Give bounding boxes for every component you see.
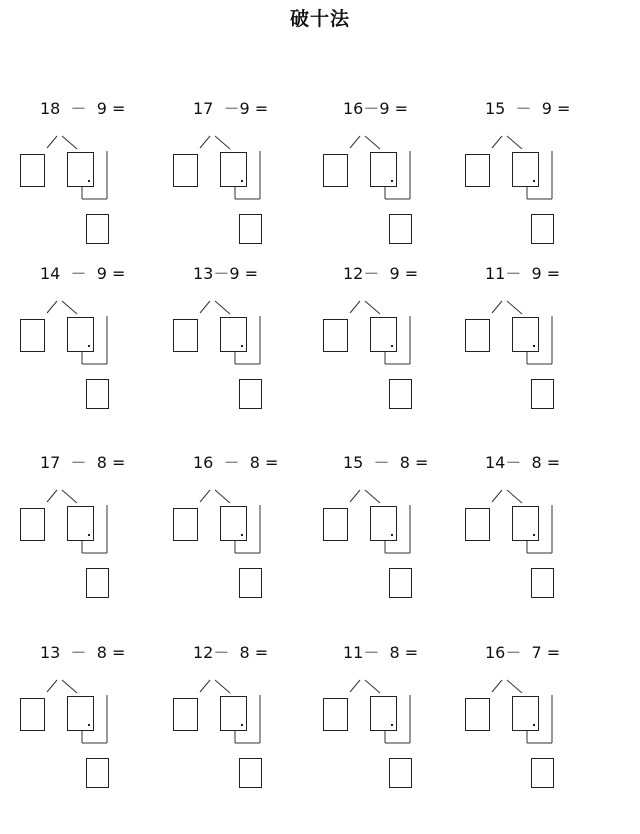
answer-box-left[interactable] — [173, 698, 198, 731]
subtraction-problem — [465, 264, 615, 424]
answer-box-left[interactable] — [20, 508, 45, 541]
subtraction-problem — [465, 99, 615, 259]
answer-box-left[interactable] — [323, 319, 348, 352]
subtraction-problem — [323, 453, 473, 613]
answer-box-result[interactable] — [389, 379, 412, 409]
dot-mark — [533, 534, 535, 536]
answer-box-right[interactable] — [512, 152, 539, 187]
dot-mark — [241, 180, 243, 182]
dot-mark — [88, 724, 90, 726]
answer-box-result[interactable] — [389, 568, 412, 598]
answer-box-result[interactable] — [86, 379, 109, 409]
dot-mark — [533, 724, 535, 726]
equation: 14－ 8 = — [485, 453, 561, 472]
equation: 13 － 8 = — [40, 643, 126, 662]
subtraction-problem — [465, 643, 615, 803]
dot-mark — [241, 345, 243, 347]
dot-mark — [391, 724, 393, 726]
answer-box-left[interactable] — [323, 508, 348, 541]
equation: 16－9 = — [343, 99, 409, 118]
answer-box-result[interactable] — [86, 568, 109, 598]
subtraction-problem — [323, 264, 473, 424]
answer-box-left[interactable] — [323, 698, 348, 731]
subtraction-problem — [173, 99, 323, 259]
answer-box-right[interactable] — [67, 152, 94, 187]
answer-box-left[interactable] — [323, 154, 348, 187]
equation: 12－ 9 = — [343, 264, 419, 283]
answer-box-left[interactable] — [173, 319, 198, 352]
answer-box-result[interactable] — [239, 758, 262, 788]
answer-box-result[interactable] — [389, 758, 412, 788]
subtraction-problem — [20, 643, 170, 803]
dot-mark — [391, 345, 393, 347]
answer-box-result[interactable] — [389, 214, 412, 244]
answer-box-right[interactable] — [512, 506, 539, 541]
answer-box-result[interactable] — [239, 568, 262, 598]
equation: 13－9 = — [193, 264, 259, 283]
answer-box-right[interactable] — [220, 317, 247, 352]
answer-box-right[interactable] — [370, 506, 397, 541]
answer-box-result[interactable] — [531, 214, 554, 244]
answer-box-right[interactable] — [67, 317, 94, 352]
equation: 11－ 8 = — [343, 643, 419, 662]
answer-box-left[interactable] — [20, 319, 45, 352]
dot-mark — [241, 724, 243, 726]
equation: 15 － 8 = — [343, 453, 429, 472]
subtraction-problem — [173, 264, 323, 424]
answer-box-right[interactable] — [67, 696, 94, 731]
equation: 16 － 8 = — [193, 453, 279, 472]
dot-mark — [88, 534, 90, 536]
answer-box-right[interactable] — [67, 506, 94, 541]
answer-box-left[interactable] — [173, 154, 198, 187]
answer-box-result[interactable] — [531, 568, 554, 598]
subtraction-problem — [173, 643, 323, 803]
dot-mark — [391, 180, 393, 182]
answer-box-left[interactable] — [465, 319, 490, 352]
equation: 18 － 9 = — [40, 99, 126, 118]
answer-box-left[interactable] — [20, 154, 45, 187]
subtraction-problem — [20, 264, 170, 424]
subtraction-problem — [465, 453, 615, 613]
answer-box-right[interactable] — [220, 696, 247, 731]
dot-mark — [391, 534, 393, 536]
subtraction-problem — [173, 453, 323, 613]
answer-box-left[interactable] — [465, 154, 490, 187]
equation: 17 － 8 = — [40, 453, 126, 472]
answer-box-result[interactable] — [239, 214, 262, 244]
equation: 17 －9 = — [193, 99, 269, 118]
equation: 15 － 9 = — [485, 99, 571, 118]
answer-box-result[interactable] — [86, 758, 109, 788]
dot-mark — [88, 345, 90, 347]
subtraction-problem — [323, 99, 473, 259]
answer-box-left[interactable] — [173, 508, 198, 541]
equation: 12－ 8 = — [193, 643, 269, 662]
answer-box-right[interactable] — [370, 317, 397, 352]
equation: 16－ 7 = — [485, 643, 561, 662]
subtraction-problem — [323, 643, 473, 803]
dot-mark — [533, 180, 535, 182]
answer-box-result[interactable] — [531, 758, 554, 788]
dot-mark — [241, 534, 243, 536]
answer-box-right[interactable] — [220, 506, 247, 541]
answer-box-right[interactable] — [512, 696, 539, 731]
answer-box-right[interactable] — [220, 152, 247, 187]
worksheet-title: 破十法 — [289, 8, 350, 30]
answer-box-result[interactable] — [86, 214, 109, 244]
subtraction-problem — [20, 99, 170, 259]
answer-box-right[interactable] — [370, 152, 397, 187]
answer-box-left[interactable] — [465, 508, 490, 541]
answer-box-right[interactable] — [370, 696, 397, 731]
dot-mark — [88, 180, 90, 182]
dot-mark — [533, 345, 535, 347]
subtraction-problem — [20, 453, 170, 613]
answer-box-left[interactable] — [465, 698, 490, 731]
answer-box-left[interactable] — [20, 698, 45, 731]
equation: 11－ 9 = — [485, 264, 561, 283]
answer-box-right[interactable] — [512, 317, 539, 352]
answer-box-result[interactable] — [239, 379, 262, 409]
answer-box-result[interactable] — [531, 379, 554, 409]
equation: 14 － 9 = — [40, 264, 126, 283]
